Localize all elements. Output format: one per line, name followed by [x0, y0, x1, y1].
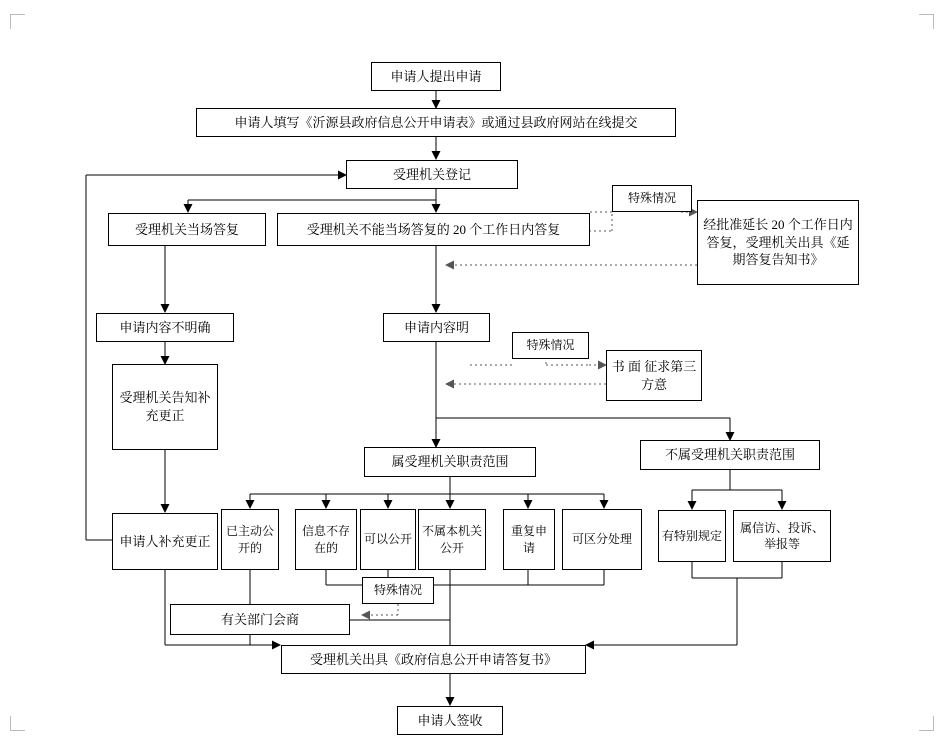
- node-label: 特殊情况: [373, 583, 422, 598]
- node-extended-reply-notice: [697, 200, 859, 285]
- node-20-working-days-reply: [277, 213, 590, 246]
- node-label: 受理机关当场答复: [134, 221, 239, 237]
- node-petition-complaint-report: [733, 510, 831, 562]
- node-label: 申请人补充更正: [119, 533, 211, 549]
- node-label: 受理机关登记: [392, 166, 471, 182]
- node-label: 不属本机关公开: [421, 524, 482, 555]
- node-label: 申请人提出申请: [390, 68, 482, 84]
- node-already-published: [221, 509, 279, 570]
- node-applicant-receipt: [397, 706, 503, 735]
- node-within-duty-scope: [364, 447, 536, 477]
- node-onsite-reply: [108, 213, 266, 246]
- node-label: 不属受理机关职责范围: [664, 447, 795, 463]
- node-departments-consultation: [170, 604, 350, 635]
- node-label: 重复申请: [510, 524, 547, 555]
- node-special-provisions: [658, 510, 726, 562]
- node-separable-handling: [562, 509, 642, 570]
- node-label: 申请内容明: [403, 319, 469, 335]
- node-applicant-supplement: [112, 513, 218, 570]
- node-written-third-party-opinion: [606, 350, 702, 401]
- node-special-case-extension: [612, 185, 692, 212]
- node-label: 申请人签收: [417, 712, 483, 728]
- node-label: 信息不存在的: [301, 524, 350, 555]
- node-label: 特殊情况: [526, 338, 575, 353]
- node-label: 经批准延长 20 个工作日内答复，受理机关出具《延期答复告知书》: [703, 217, 853, 268]
- node-label: 属信访、投诉、举报等: [739, 520, 824, 551]
- node-content-clear: [383, 313, 490, 342]
- node-can-be-published: [360, 509, 416, 570]
- node-label: 受理机关告知补充更正: [119, 390, 211, 423]
- node-label: 申请内容不明确: [119, 319, 211, 335]
- node-issue-reply-letter: [281, 645, 586, 674]
- node-fill-application-form: [196, 108, 676, 137]
- node-notify-supplement-correction: [112, 364, 218, 450]
- node-special-case-consultation: [362, 577, 434, 604]
- node-special-case-third-party: [512, 332, 589, 359]
- node-label: 属受理机关职责范围: [391, 454, 509, 470]
- node-label: 已主动公开的: [225, 524, 274, 555]
- node-label: 可区分处理: [571, 532, 632, 547]
- node-label: 有特别规定: [661, 528, 722, 543]
- node-duplicate-request: [503, 509, 555, 570]
- node-label: 申请人填写《沂源县政府信息公开申请表》或通过县政府网站在线提交: [234, 114, 638, 130]
- node-label: 受理机关出具《政府信息公开申请答复书》: [309, 651, 557, 667]
- node-label: 可以公开: [363, 532, 412, 547]
- node-label: 书 面 征求第三方意: [611, 358, 697, 392]
- node-registration: [346, 160, 518, 189]
- node-label: 特殊情况: [627, 191, 676, 206]
- node-applicant-submits: [371, 62, 501, 91]
- node-label: 有关部门会商: [220, 611, 299, 627]
- node-not-this-agency: [418, 509, 486, 570]
- node-outside-duty-scope: [640, 440, 820, 470]
- node-information-not-exist: [295, 509, 357, 570]
- node-label: 受理机关不能当场答复的 20 个工作日内答复: [306, 221, 561, 237]
- node-content-unclear: [96, 313, 234, 342]
